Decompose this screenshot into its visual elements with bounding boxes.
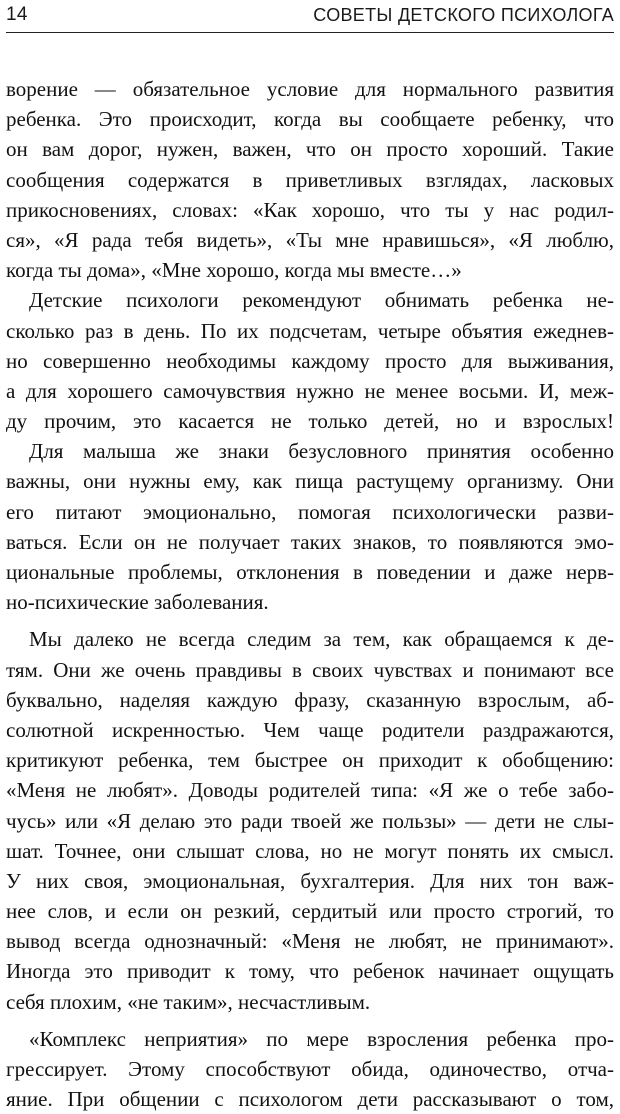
paragraph	[6, 1024, 614, 1114]
text-line: но совершенно необходимы каждому просто для выживания,	[6, 348, 614, 373]
text-line: чусь» или «Я делаю это ради твоей же пользы» — дети не слы-	[6, 808, 614, 833]
text-line: нее слов, и если он резкий, сердитый или просто строгий, то	[6, 899, 614, 924]
text-line: сколько раз в день. По их подсчетам, четыре объятия ежеднев-	[6, 318, 614, 343]
text-line: тям. Они же очень правдивы в своих чувствах и понимают все	[6, 657, 614, 682]
running-header	[6, 0, 614, 33]
running-title: СОВЕТЫ ДЕТСКОГО ПСИХОЛОГА	[313, 5, 614, 25]
text-line: ваться. Если он не получает таких знаков, то появляются эмо-	[6, 529, 614, 554]
paragraph-gap	[6, 1017, 614, 1024]
text-line: а для хорошего самочувствия нужно не менее восьми. И, меж-	[6, 378, 614, 403]
paragraph	[6, 74, 614, 285]
body-text	[6, 74, 614, 1114]
page-number: 14	[6, 4, 28, 25]
text-line: критикуют ребенка, тем быстрее он приходит к обобщению:	[6, 748, 614, 773]
text-line: но-психические заболевания.	[6, 590, 269, 615]
paragraph-gap	[6, 617, 614, 624]
text-line: он вам дорог, нужен, важен, что он просто хороший. Такие	[6, 137, 614, 162]
text-line: ребенка. Это происходит, когда вы сообщаете ребенку, что	[6, 107, 614, 132]
text-line: Иногда это приводит к тому, что ребенок начинает ощущать	[6, 959, 614, 984]
text-line: шат. Точнее, они слышат слова, но не могут понять их смысл.	[6, 838, 614, 863]
text-line: себя плохим, «не таким», несчастливым.	[6, 989, 371, 1014]
text-line: «Комплекс неприятия» по мере взросления ребенка про-	[29, 1026, 614, 1051]
text-line: Детские психологи рекомендуют обнимать ребенка не-	[29, 288, 614, 313]
text-line: яние. При общении с психологом дети рассказывают о том,	[6, 1087, 614, 1112]
text-line: вывод всегда однозначный: «Меня не любят, не принимают».	[6, 929, 614, 954]
text-line: «Меня не любят». Доводы родителей типа: «Я же о тебе забо-	[6, 778, 614, 803]
text-line: солютной искренностью. Чем чаще родители раздражаются,	[6, 717, 614, 742]
text-line: грессирует. Этому способствуют обида, одиночество, отча-	[6, 1057, 614, 1081]
text-line: сообщения содержатся в приветливых взглядах, ласковых	[6, 167, 614, 192]
text-line: Мы далеко не всегда следим за тем, как обращаемся к де-	[29, 627, 614, 652]
text-line: когда ты дома», «Мне хорошо, когда мы вместе…»	[6, 258, 462, 283]
text-line: его питают эмоционально, помогая психологически разви-	[6, 499, 614, 524]
text-line: циональные проблемы, отклонения в поведении и даже нерв-	[6, 560, 614, 584]
text-line: Для малыша же знаки безусловного принятия особенно	[29, 439, 614, 464]
paragraph	[6, 285, 614, 436]
text-line: прикосновениях, словах: «Как хорошо, что ты у нас родил-	[6, 197, 614, 222]
text-line: ворение — обязательное условие для нормального развития	[6, 77, 614, 101]
text-line: буквально, наделяя каждую фразу, сказанную взрослым, аб-	[6, 687, 614, 712]
text-line: ду прочим, это касается не только детей, но и взрослых!	[6, 409, 614, 434]
paragraph	[6, 624, 614, 1016]
text-line: важны, они нужны ему, как пища растущему организму. Они	[6, 469, 614, 494]
text-line: У них своя, эмоциональная, бухгалтерия. Для них тон важ-	[6, 868, 614, 893]
text-line: ся», «Я рада тебя видеть», «Ты мне нравишься», «Я люблю,	[6, 227, 614, 252]
paragraph	[6, 436, 614, 617]
